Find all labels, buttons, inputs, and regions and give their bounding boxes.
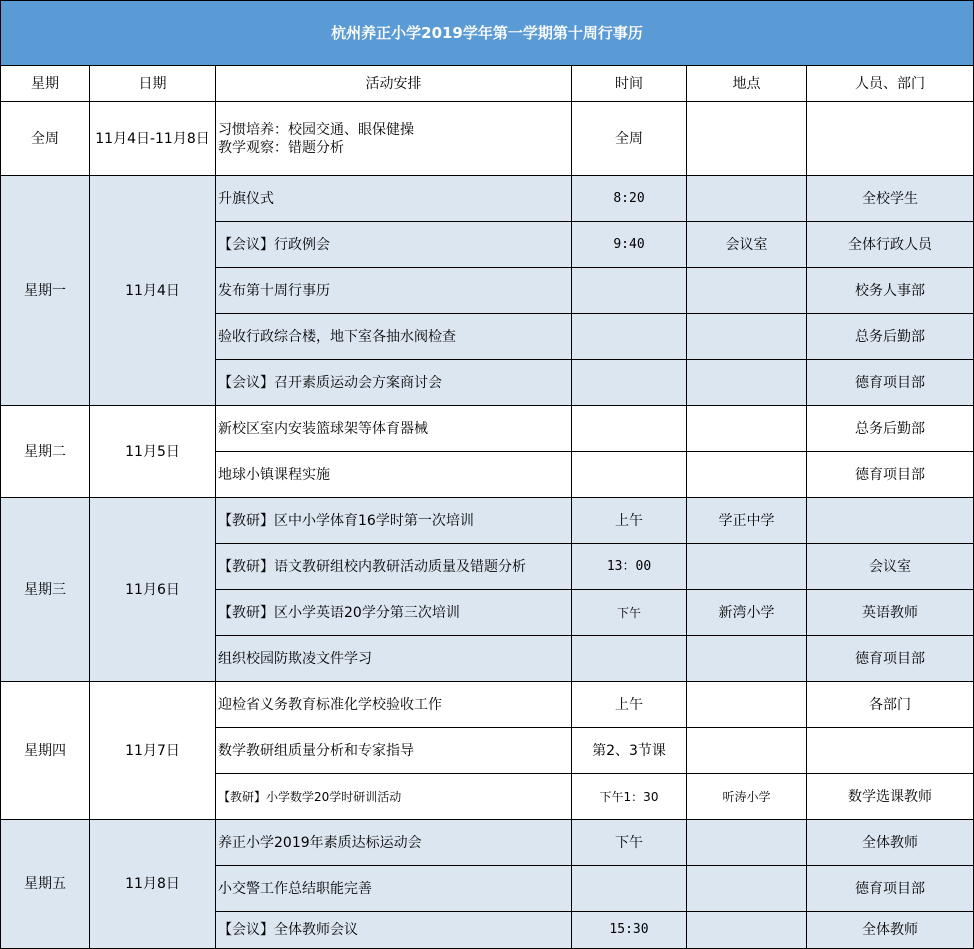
date-cell-thursday: 11月7日: [90, 682, 216, 820]
page-title: 杭州养正小学2019学年第一学期第十周行事历: [0, 0, 974, 66]
people-cell: 会议室: [807, 544, 974, 590]
activity-cell: 验收行政综合楼，地下室各抽水阀检查: [216, 314, 572, 360]
full-week-place: [687, 102, 807, 176]
time-cell: 上午: [572, 498, 687, 544]
time-cell: [572, 452, 687, 498]
full-week-people: [807, 102, 974, 176]
place-cell: [687, 452, 807, 498]
time-cell: 下午: [572, 820, 687, 866]
time-cell: 8:20: [572, 176, 687, 222]
activity-cell: 迎检省义务教育标准化学校验收工作: [216, 682, 572, 728]
header-place: 地点: [687, 66, 807, 102]
people-cell: 德育项目部: [807, 866, 974, 912]
activity-cell: 【教研】语文教研组校内教研活动质量及错题分析: [216, 544, 572, 590]
time-cell: 下午: [572, 590, 687, 636]
time-cell: 下午1：30: [572, 774, 687, 820]
full-week-time: 全周: [572, 102, 687, 176]
people-cell: [807, 498, 974, 544]
place-cell: [687, 544, 807, 590]
activity-cell: 【教研】区中小学体育16学时第一次培训: [216, 498, 572, 544]
activity-cell: 养正小学2019年素质达标运动会: [216, 820, 572, 866]
place-cell: 听涛小学: [687, 774, 807, 820]
activity-cell: 【教研】小学数学20学时研训活动: [216, 774, 572, 820]
activity-cell: 【教研】区小学英语20学分第三次培训: [216, 590, 572, 636]
people-cell: 全体行政人员: [807, 222, 974, 268]
place-cell: 学正中学: [687, 498, 807, 544]
full-week-date: 11月4日-11月8日: [90, 102, 216, 176]
place-cell: [687, 866, 807, 912]
people-cell: 全体教师: [807, 912, 974, 949]
activity-cell: 【会议】召开素质运动会方案商讨会: [216, 360, 572, 406]
date-cell-friday: 11月8日: [90, 820, 216, 949]
place-cell: [687, 728, 807, 774]
place-cell: 新湾小学: [687, 590, 807, 636]
place-cell: [687, 636, 807, 682]
place-cell: [687, 682, 807, 728]
time-cell: 上午: [572, 682, 687, 728]
people-cell: [807, 728, 974, 774]
place-cell: [687, 406, 807, 452]
time-cell: 第2、3节课: [572, 728, 687, 774]
place-cell: [687, 314, 807, 360]
full-week-activity: [216, 102, 572, 176]
full-week-activity-line: 习惯培养：校园交通、眼保健操: [218, 121, 414, 138]
date-cell-wednesday: 11月6日: [90, 498, 216, 682]
full-week-day: 全周: [0, 102, 90, 176]
place-cell: [687, 176, 807, 222]
header-weekday: 星期: [0, 66, 90, 102]
place-cell: [687, 360, 807, 406]
place-cell: 会议室: [687, 222, 807, 268]
place-cell: [687, 268, 807, 314]
people-cell: 校务人事部: [807, 268, 974, 314]
header-time: 时间: [572, 66, 687, 102]
full-week-activity-line: 教学观察：错题分析: [218, 139, 344, 156]
people-cell: 全体教师: [807, 820, 974, 866]
time-cell: [572, 866, 687, 912]
people-cell: 数学选课教师: [807, 774, 974, 820]
day-cell-wednesday: 星期三: [0, 498, 90, 682]
activity-cell: 【会议】全体教师会议: [216, 912, 572, 949]
time-cell: [572, 636, 687, 682]
activity-cell: 地球小镇课程实施: [216, 452, 572, 498]
time-cell: 15:30: [572, 912, 687, 949]
time-cell: [572, 314, 687, 360]
day-cell-friday: 星期五: [0, 820, 90, 949]
activity-cell: 升旗仪式: [216, 176, 572, 222]
people-cell: 总务后勤部: [807, 406, 974, 452]
activity-cell: 【会议】行政例会: [216, 222, 572, 268]
activity-cell: 发布第十周行事历: [216, 268, 572, 314]
activity-cell: 新校区室内安装篮球架等体育器械: [216, 406, 572, 452]
time-cell: [572, 406, 687, 452]
time-cell: [572, 268, 687, 314]
people-cell: 德育项目部: [807, 452, 974, 498]
day-cell-monday: 星期一: [0, 176, 90, 406]
header-activity: 活动安排: [216, 66, 572, 102]
people-cell: 全校学生: [807, 176, 974, 222]
time-cell: 9:40: [572, 222, 687, 268]
activity-cell: 小交警工作总结职能完善: [216, 866, 572, 912]
date-cell-tuesday: 11月5日: [90, 406, 216, 498]
activity-cell: 组织校园防欺凌文件学习: [216, 636, 572, 682]
people-cell: 德育项目部: [807, 360, 974, 406]
people-cell: 总务后勤部: [807, 314, 974, 360]
header-people: 人员、部门: [807, 66, 974, 102]
activity-cell: 数学教研组质量分析和专家指导: [216, 728, 572, 774]
people-cell: 德育项目部: [807, 636, 974, 682]
place-cell: [687, 820, 807, 866]
place-cell: [687, 912, 807, 949]
time-cell: [572, 360, 687, 406]
header-date: 日期: [90, 66, 216, 102]
time-cell: 13：00: [572, 544, 687, 590]
people-cell: 各部门: [807, 682, 974, 728]
day-cell-tuesday: 星期二: [0, 406, 90, 498]
people-cell: 英语教师: [807, 590, 974, 636]
day-cell-thursday: 星期四: [0, 682, 90, 820]
date-cell-monday: 11月4日: [90, 176, 216, 406]
